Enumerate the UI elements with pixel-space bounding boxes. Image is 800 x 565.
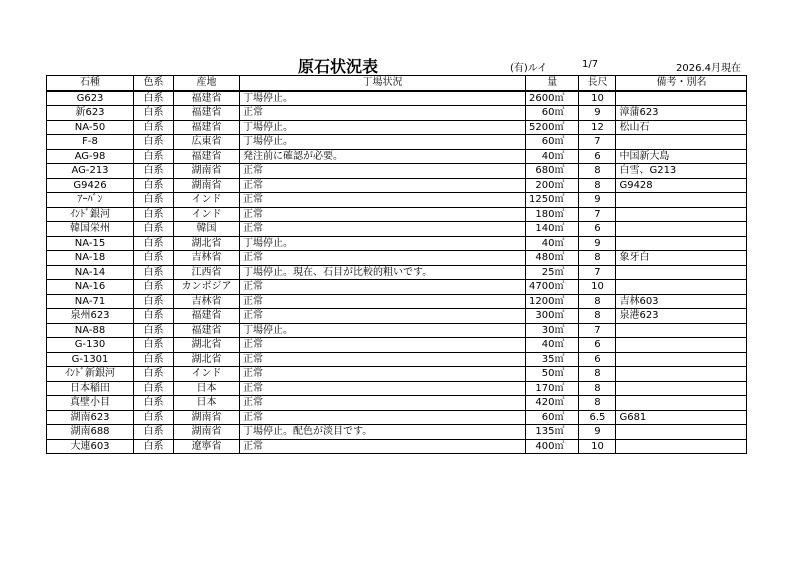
cell-notes	[616, 236, 747, 251]
cell-quarry-status: 発注前に確認が必要。	[240, 149, 526, 164]
cell-quantity: 60㎥	[526, 135, 579, 150]
table-row	[47, 352, 747, 367]
cell-color: 白系	[134, 251, 174, 266]
page-number: 1/7	[582, 59, 599, 70]
cell-origin: インド	[174, 367, 240, 382]
cell-notes	[616, 352, 747, 367]
cell-quantity: 40㎥	[526, 338, 579, 353]
cell-color: 白系	[134, 309, 174, 324]
cell-stone-type: 韓国栄州	[47, 222, 134, 237]
cell-origin: 福建省	[174, 149, 240, 164]
cell-color: 白系	[134, 396, 174, 411]
cell-origin: 湖南省	[174, 410, 240, 425]
cell-quarry-status: 正常	[240, 352, 526, 367]
cell-max-length: 9	[579, 106, 616, 121]
cell-origin: 湖北省	[174, 338, 240, 353]
cell-max-length: 10	[579, 439, 616, 454]
cell-color: 白系	[134, 120, 174, 135]
cell-quarry-status: 正常	[240, 280, 526, 295]
cell-origin: 湖南省	[174, 425, 240, 440]
table-row	[47, 178, 747, 193]
cell-origin: 日本	[174, 381, 240, 396]
cell-notes: 吉林603	[616, 294, 747, 309]
table-row	[47, 294, 747, 309]
cell-notes: 白雪、G213	[616, 164, 747, 179]
cell-quantity: 40㎥	[526, 236, 579, 251]
cell-stone-type: NA-50	[47, 120, 134, 135]
table-row	[47, 106, 747, 121]
cell-max-length: 8	[579, 251, 616, 266]
cell-origin: 湖北省	[174, 236, 240, 251]
cell-quarry-status: 正常	[240, 396, 526, 411]
cell-notes	[616, 439, 747, 454]
cell-max-length: 6.5	[579, 410, 616, 425]
cell-notes: G681	[616, 410, 747, 425]
cell-quarry-status: 丁場停止。現在、石目が比較的粗いです。	[240, 265, 526, 280]
cell-quarry-status: 正常	[240, 106, 526, 121]
cell-stone-type: NA-88	[47, 323, 134, 338]
table-row	[47, 396, 747, 411]
cell-quantity: 180㎥	[526, 207, 579, 222]
table-row	[47, 135, 747, 150]
header-row	[47, 76, 747, 91]
table-row	[47, 265, 747, 280]
cell-stone-type: G-1301	[47, 352, 134, 367]
cell-quarry-status: 正常	[240, 367, 526, 382]
cell-quarry-status: 丁場停止。	[240, 120, 526, 135]
cell-notes	[616, 367, 747, 382]
header-max-length: 長尺	[579, 76, 616, 91]
header-notes: 備考・別名	[616, 76, 747, 91]
cell-max-length: 9	[579, 193, 616, 208]
cell-max-length: 8	[579, 381, 616, 396]
cell-notes	[616, 193, 747, 208]
cell-color: 白系	[134, 178, 174, 193]
cell-max-length: 8	[579, 294, 616, 309]
cell-color: 白系	[134, 410, 174, 425]
cell-color: 白系	[134, 106, 174, 121]
cell-notes	[616, 381, 747, 396]
cell-quarry-status: 正常	[240, 164, 526, 179]
cell-max-length: 8	[579, 396, 616, 411]
cell-quarry-status: 正常	[240, 381, 526, 396]
cell-stone-type: NA-14	[47, 265, 134, 280]
cell-origin: 福建省	[174, 106, 240, 121]
cell-origin: 韓国	[174, 222, 240, 237]
table-row	[47, 222, 747, 237]
cell-quantity: 60㎥	[526, 106, 579, 121]
cell-quantity: 420㎥	[526, 396, 579, 411]
cell-color: 白系	[134, 164, 174, 179]
cell-notes: 松山石	[616, 120, 747, 135]
cell-quarry-status: 丁場停止。	[240, 323, 526, 338]
cell-notes	[616, 222, 747, 237]
cell-color: 白系	[134, 425, 174, 440]
cell-quarry-status: 丁場停止。	[240, 91, 526, 106]
cell-notes	[616, 396, 747, 411]
cell-quantity: 1200㎥	[526, 294, 579, 309]
cell-stone-type: 新623	[47, 106, 134, 121]
cell-quantity: 2600㎥	[526, 91, 579, 106]
cell-max-length: 7	[579, 265, 616, 280]
cell-quarry-status: 丁場停止。配色が淡目です。	[240, 425, 526, 440]
header-origin: 産地	[174, 76, 240, 91]
cell-notes	[616, 91, 747, 106]
table-row	[47, 236, 747, 251]
cell-origin: 福建省	[174, 309, 240, 324]
cell-origin: 日本	[174, 396, 240, 411]
cell-origin: 江西省	[174, 265, 240, 280]
cell-max-length: 6	[579, 352, 616, 367]
cell-origin: 湖北省	[174, 352, 240, 367]
cell-origin: 福建省	[174, 91, 240, 106]
cell-quantity: 200㎥	[526, 178, 579, 193]
cell-notes	[616, 338, 747, 353]
cell-origin: インド	[174, 207, 240, 222]
cell-quantity: 140㎥	[526, 222, 579, 237]
cell-max-length: 8	[579, 164, 616, 179]
cell-color: 白系	[134, 381, 174, 396]
cell-stone-type: 日本稲田	[47, 381, 134, 396]
cell-max-length: 10	[579, 91, 616, 106]
cell-quantity: 170㎥	[526, 381, 579, 396]
cell-notes: G9428	[616, 178, 747, 193]
cell-origin: インド	[174, 193, 240, 208]
cell-stone-type: ｱｰﾊﾞﾝ	[47, 193, 134, 208]
cell-max-length: 6	[579, 222, 616, 237]
header-stone-type: 石種	[47, 76, 134, 91]
cell-quantity: 300㎥	[526, 309, 579, 324]
cell-max-length: 8	[579, 309, 616, 324]
cell-quantity: 50㎥	[526, 367, 579, 382]
cell-notes: 中国新大島	[616, 149, 747, 164]
header-color: 色系	[134, 76, 174, 91]
cell-quantity: 400㎥	[526, 439, 579, 454]
cell-notes: 象牙白	[616, 251, 747, 266]
cell-max-length: 8	[579, 367, 616, 382]
cell-stone-type: 湖南623	[47, 410, 134, 425]
cell-stone-type: 泉州623	[47, 309, 134, 324]
cell-max-length: 9	[579, 425, 616, 440]
cell-stone-type: AG-213	[47, 164, 134, 179]
cell-stone-type: ｲﾝﾄﾞ銀河	[47, 207, 134, 222]
cell-color: 白系	[134, 338, 174, 353]
cell-color: 白系	[134, 280, 174, 295]
cell-color: 白系	[134, 222, 174, 237]
cell-notes	[616, 207, 747, 222]
table-row	[47, 323, 747, 338]
cell-quarry-status: 正常	[240, 309, 526, 324]
cell-origin: 湖南省	[174, 178, 240, 193]
table-row	[47, 439, 747, 454]
cell-max-length: 10	[579, 280, 616, 295]
table-row	[47, 338, 747, 353]
cell-max-length: 6	[579, 338, 616, 353]
cell-color: 白系	[134, 135, 174, 150]
cell-quarry-status: 丁場停止。	[240, 236, 526, 251]
cell-origin: 吉林省	[174, 294, 240, 309]
cell-stone-type: G623	[47, 91, 134, 106]
cell-origin: 湖南省	[174, 164, 240, 179]
cell-max-length: 12	[579, 120, 616, 135]
cell-quantity: 35㎥	[526, 352, 579, 367]
cell-notes	[616, 323, 747, 338]
cell-color: 白系	[134, 323, 174, 338]
cell-quarry-status: 正常	[240, 178, 526, 193]
table-row	[47, 280, 747, 295]
cell-stone-type: 湖南688	[47, 425, 134, 440]
cell-quantity: 40㎥	[526, 149, 579, 164]
cell-max-length: 7	[579, 207, 616, 222]
cell-quantity: 60㎥	[526, 410, 579, 425]
cell-stone-type: NA-71	[47, 294, 134, 309]
table-row	[47, 120, 747, 135]
cell-quarry-status: 正常	[240, 338, 526, 353]
cell-quantity: 480㎥	[526, 251, 579, 266]
table-row	[47, 309, 747, 324]
cell-quarry-status: 丁場停止。	[240, 135, 526, 150]
table-row	[47, 367, 747, 382]
cell-color: 白系	[134, 149, 174, 164]
cell-max-length: 7	[579, 323, 616, 338]
cell-quantity: 25㎥	[526, 265, 579, 280]
table-row	[47, 207, 747, 222]
cell-max-length: 6	[579, 149, 616, 164]
cell-quantity: 680㎥	[526, 164, 579, 179]
stone-status-table	[46, 75, 747, 454]
cell-origin: 広東省	[174, 135, 240, 150]
cell-color: 白系	[134, 91, 174, 106]
cell-stone-type: G-130	[47, 338, 134, 353]
cell-quarry-status: 正常	[240, 207, 526, 222]
cell-notes	[616, 135, 747, 150]
header-quarry-status: 丁場状況	[240, 76, 526, 91]
as-of-date: 2026.4月現在	[676, 63, 741, 74]
cell-color: 白系	[134, 439, 174, 454]
cell-max-length: 9	[579, 236, 616, 251]
cell-quarry-status: 正常	[240, 410, 526, 425]
table-row	[47, 91, 747, 106]
cell-quantity: 4700㎥	[526, 280, 579, 295]
cell-stone-type: NA-16	[47, 280, 134, 295]
cell-stone-type: NA-18	[47, 251, 134, 266]
cell-quarry-status: 正常	[240, 222, 526, 237]
cell-quarry-status: 正常	[240, 193, 526, 208]
cell-color: 白系	[134, 193, 174, 208]
cell-stone-type: NA-15	[47, 236, 134, 251]
cell-quantity: 30㎥	[526, 323, 579, 338]
table-row	[47, 193, 747, 208]
cell-quarry-status: 正常	[240, 251, 526, 266]
cell-quantity: 135㎥	[526, 425, 579, 440]
cell-notes	[616, 425, 747, 440]
cell-stone-type: 真壁小目	[47, 396, 134, 411]
table-row	[47, 164, 747, 179]
cell-quarry-status: 正常	[240, 439, 526, 454]
cell-origin: 福建省	[174, 323, 240, 338]
cell-max-length: 7	[579, 135, 616, 150]
cell-color: 白系	[134, 294, 174, 309]
cell-origin: カンボジア	[174, 280, 240, 295]
cell-quarry-status: 正常	[240, 294, 526, 309]
cell-color: 白系	[134, 236, 174, 251]
cell-max-length: 8	[579, 178, 616, 193]
table-row	[47, 410, 747, 425]
header-quantity: 量	[526, 76, 579, 91]
cell-origin: 福建省	[174, 120, 240, 135]
cell-notes	[616, 265, 747, 280]
cell-stone-type: 大連603	[47, 439, 134, 454]
page-title: 原石状況表	[297, 57, 378, 76]
cell-origin: 吉林省	[174, 251, 240, 266]
cell-notes: 漳蒲623	[616, 106, 747, 121]
cell-quantity: 1250㎥	[526, 193, 579, 208]
cell-quantity: 5200㎥	[526, 120, 579, 135]
cell-stone-type: F-8	[47, 135, 134, 150]
table-row	[47, 381, 747, 396]
cell-stone-type: AG-98	[47, 149, 134, 164]
cell-stone-type: G9426	[47, 178, 134, 193]
cell-color: 白系	[134, 207, 174, 222]
cell-color: 白系	[134, 367, 174, 382]
cell-stone-type: ｲﾝﾄﾞ新銀河	[47, 367, 134, 382]
table-row	[47, 149, 747, 164]
cell-origin: 遼寧省	[174, 439, 240, 454]
cell-color: 白系	[134, 265, 174, 280]
cell-notes	[616, 280, 747, 295]
company-name: (有)ルイ	[510, 63, 548, 74]
table-row	[47, 251, 747, 266]
table-row	[47, 425, 747, 440]
cell-notes: 泉港623	[616, 309, 747, 324]
cell-color: 白系	[134, 352, 174, 367]
